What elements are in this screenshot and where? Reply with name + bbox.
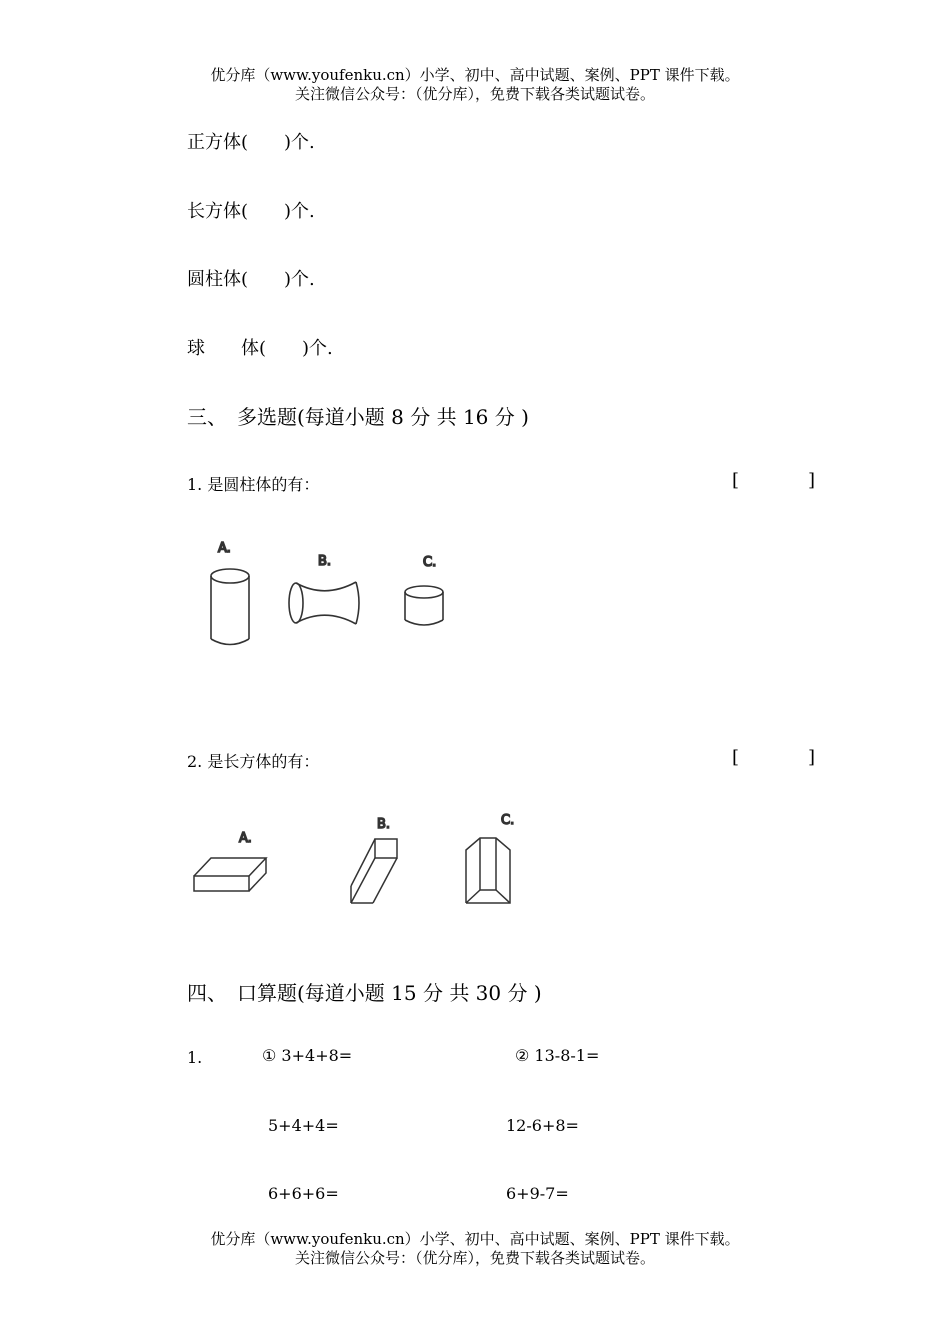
footer-line-1: 优分库（www.youfenku.cn）小学、初中、高中试题、案例、PPT 课件下载。: [210, 1230, 740, 1248]
option-c-short-cylinder: [405, 586, 443, 625]
cylinder-options-figure: [200, 535, 460, 655]
question-3-2: 2. 是长方体的有：: [187, 752, 320, 771]
section-4-title: 四、 口算题(每道小题 15 分 共 30 分 ): [187, 981, 542, 1005]
header-line-2: 关注微信公众号：（优分库），免费下载各类试题试卷。: [294, 85, 655, 103]
question-3-1: 1. 是圆柱体的有：: [187, 475, 320, 494]
calc-6: 6+9-7=: [506, 1184, 569, 1203]
section-3-title: 三、 多选题(每道小题 8 分 共 16 分 ): [187, 405, 529, 429]
option-b-curved-shape: [289, 582, 359, 624]
option-b-label: B.: [377, 817, 391, 832]
answer-bracket-open: [: [732, 747, 740, 768]
answer-bracket-close: ]: [808, 747, 816, 768]
count-item-sphere: 球 体( )个.: [187, 338, 333, 359]
count-item-cylinder: 圆柱体( )个.: [187, 269, 315, 290]
page-header: [0, 66, 950, 104]
count-item-cube: 正方体( )个.: [187, 132, 315, 153]
calc-3: 5+4+4=: [268, 1116, 339, 1135]
question-4-1-number: 1.: [187, 1048, 203, 1067]
option-b-tilted-box: [351, 839, 397, 903]
page-footer: [0, 1230, 950, 1268]
option-a-flat-box: [194, 858, 266, 891]
count-item-cuboid: 长方体( )个.: [187, 201, 315, 222]
footer-line-2: 关注微信公众号：（优分库），免费下载各类试题试卷。: [294, 1249, 655, 1267]
option-a-label: A.: [218, 541, 231, 556]
header-line-1: 优分库（www.youfenku.cn）小学、初中、高中试题、案例、PPT 课件下载。: [210, 66, 740, 84]
option-a-tall-cylinder: [211, 569, 249, 645]
option-a-label: A.: [239, 831, 252, 846]
calc-5: 6+6+6=: [268, 1184, 339, 1203]
calc-4: 12-6+8=: [506, 1116, 579, 1135]
calc-2: ② 13-8-1=: [515, 1046, 600, 1065]
calc-1: ① 3+4+8=: [262, 1046, 353, 1065]
option-c-label: C.: [501, 813, 515, 828]
cuboid-options-figure: [190, 808, 530, 913]
answer-bracket-close: ]: [808, 470, 816, 491]
option-c-prism-box: [466, 838, 510, 903]
option-c-label: C.: [423, 555, 437, 570]
answer-bracket-open: [: [732, 470, 740, 491]
option-b-label: B.: [318, 554, 332, 569]
